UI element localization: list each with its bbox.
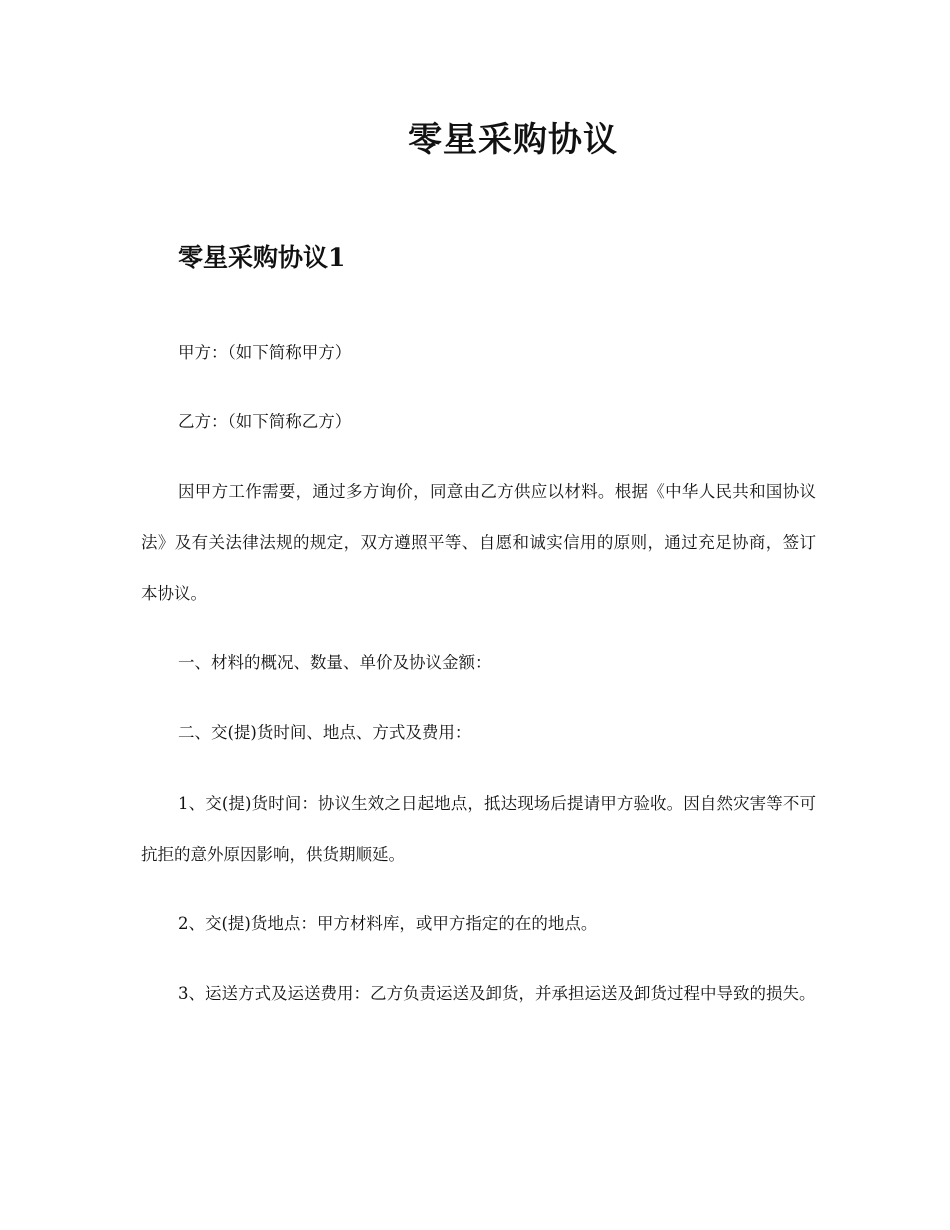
party-a-line: 甲方：（如下简称甲方） bbox=[178, 343, 352, 362]
clause-2-item-3: 3、运送方式及运送费用：乙方负责运送及卸货，并承担运送及卸货过程中导致的损失。 bbox=[178, 984, 816, 1003]
clause-2-heading: 二、交(提)货时间、地点、方式及费用： bbox=[178, 723, 472, 742]
clause-1-heading: 一、材料的概况、数量、单价及协议金额： bbox=[178, 653, 492, 672]
party-b-line: 乙方：（如下简称乙方） bbox=[178, 412, 352, 431]
document-title: 零星采购协议 bbox=[408, 120, 618, 160]
clause-2-item-2: 2、交(提)货地点：甲方材料库，或甲方指定的在的地点。 bbox=[178, 914, 598, 933]
preamble-paragraph: 因甲方工作需要，通过多方询价，同意由乙方供应以材料。根据《中华人民共和国协议法》及有关法律法规的规定，双方遵照平等、自愿和诚实信用的原则，通过充足协商，签订本协议。 bbox=[141, 482, 816, 603]
section-heading: 零星采购协议1 bbox=[178, 243, 346, 272]
clause-2-item-1: 1、交(提)货时间：协议生效之日起地点，抵达现场后提请甲方验收。因自然灾害等不可抗拒的意外原因影响，供货期顺延。 bbox=[141, 794, 816, 864]
